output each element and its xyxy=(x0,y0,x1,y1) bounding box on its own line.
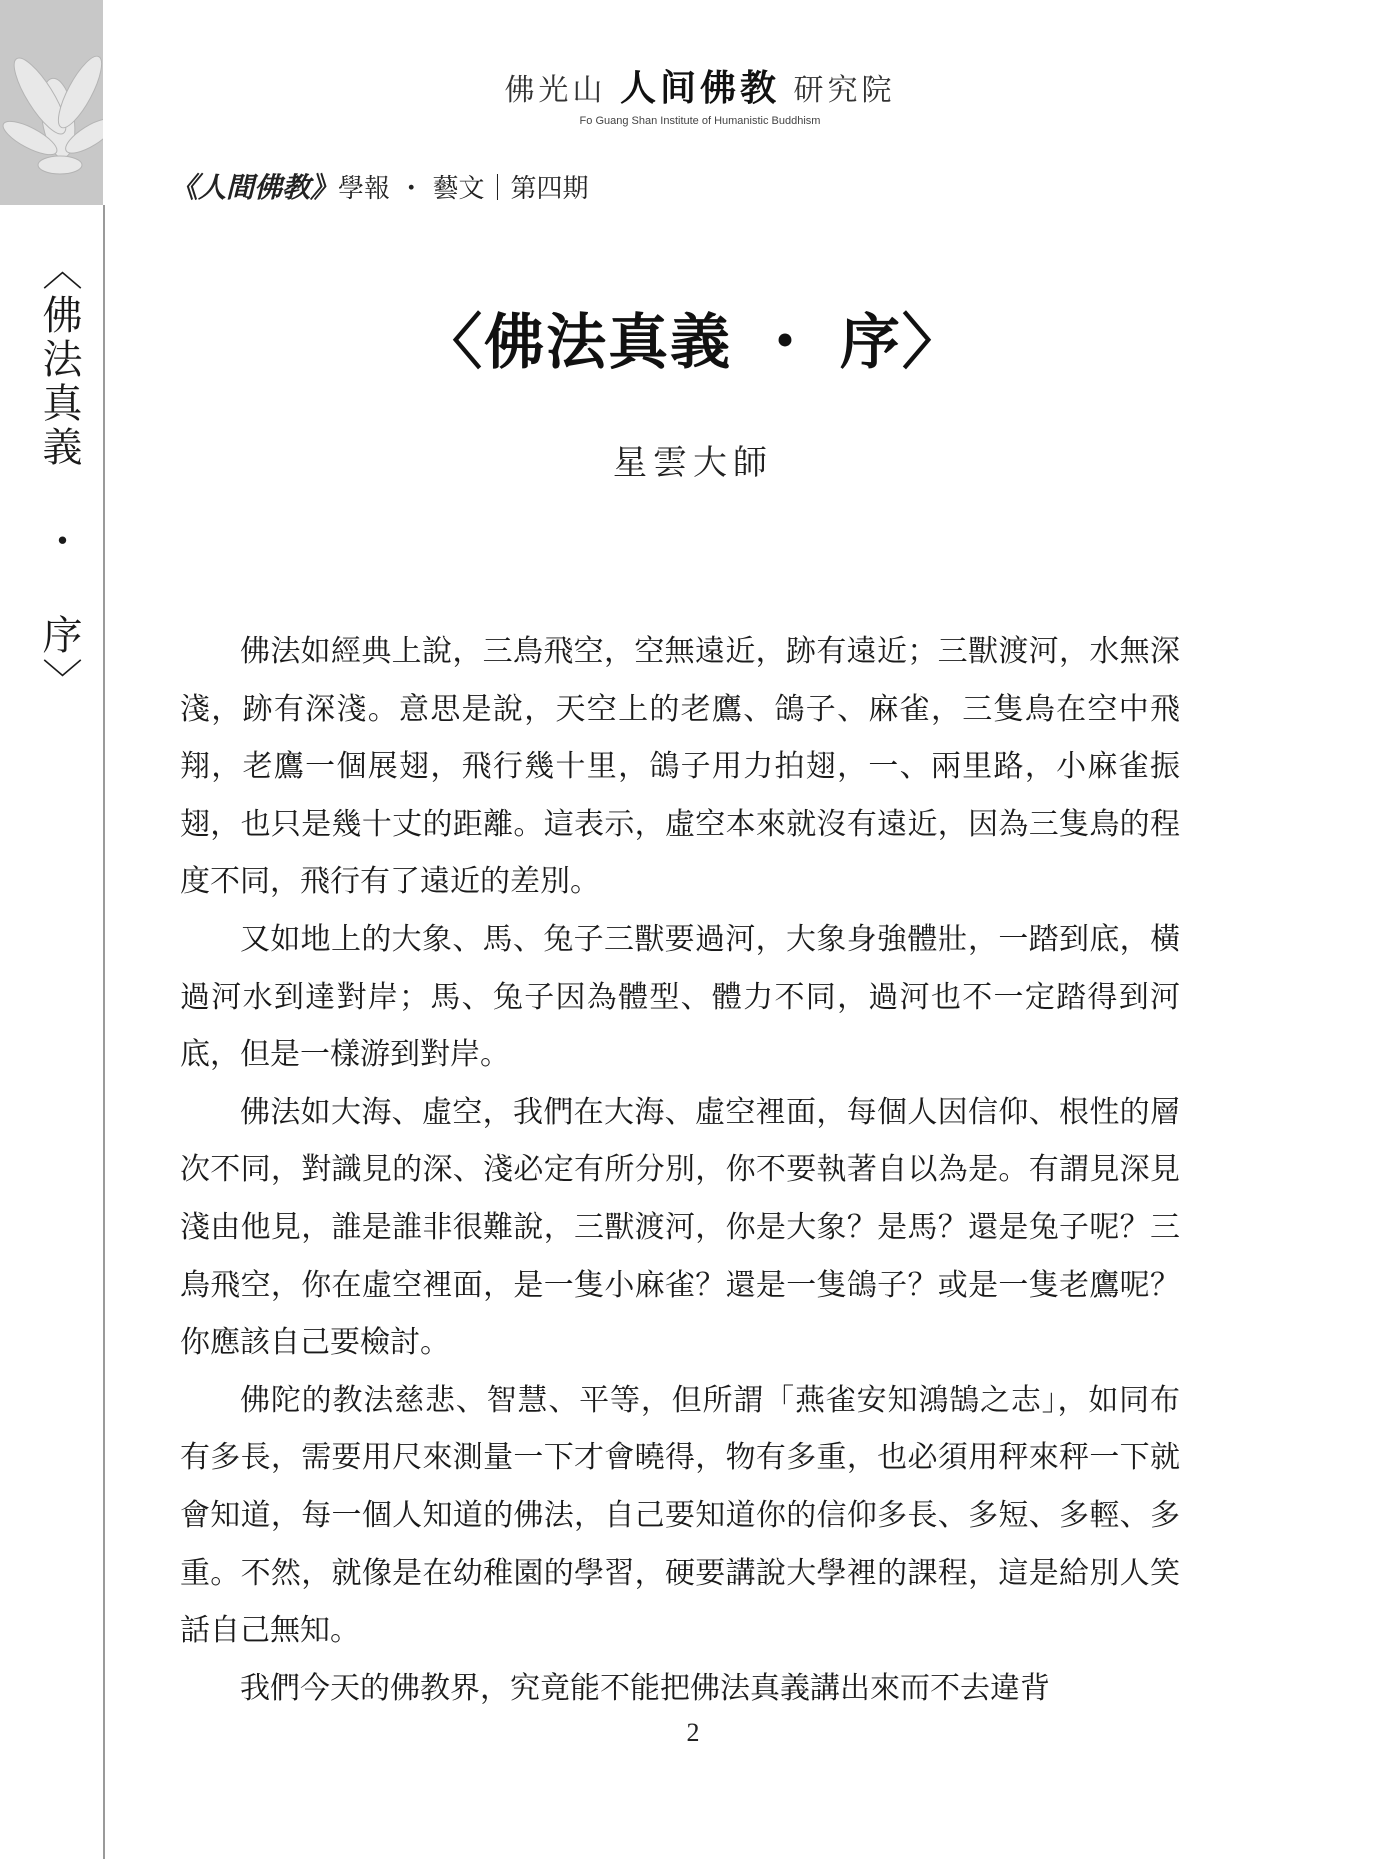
article-author: 星雲大師 xyxy=(613,443,773,483)
corner-band xyxy=(0,0,103,205)
institute-brand: 人间佛教 xyxy=(619,68,780,109)
paragraph: 佛法如經典上說，三鳥飛空，空無遠近，跡有遠近；三獸渡河，水無深淺，跡有深淺。意思是說，天空上的老鷹、鴿子、麻雀，三隻鳥在空中飛翔，老鷹一個展翅，飛行幾十里，鴿子用力拍翅，一、兩里路，小麻雀振翅，也只是幾十丈的距離。這表示，虛空本來就沒有遠近，因為三隻鳥的程度不同，飛行有了遠近的差別。 xyxy=(180,634,1180,900)
institute-header xyxy=(440,60,960,127)
paragraph: 又如地上的大象、馬、兔子三獸要過河，大象身強體壯，一踏到底，橫過河水到達對岸；馬、兔子因為體型、體力不同，過河也不一定踏得到河底，但是一樣游到對岸。 xyxy=(180,921,1180,1073)
institute-english-name: Fo Guang Shan Institute of Humanistic Buddhism xyxy=(579,115,821,127)
side-running-title: 〈佛法真義 ・ 序〉 xyxy=(36,250,82,702)
page-number: 2 xyxy=(686,1718,700,1747)
paragraph: 我們今天的佛教界，究竟能不能把佛法真義講出來而不去違背 xyxy=(240,1670,1050,1706)
journal-section: 學報 ・ 藝文｜第四期 xyxy=(338,174,589,204)
article-body xyxy=(180,623,1180,1717)
article-title: 〈佛法真義 ・ 序〉 xyxy=(422,308,964,378)
institute-prefix: 佛光山 xyxy=(504,73,607,108)
institute-suffix: 研究院 xyxy=(793,73,896,108)
paragraph: 佛法如大海、虛空，我們在大海、虛空裡面，每個人因信仰、根性的層次不同，對識見的深、淺必定有所分別，你不要執著自以為是。有謂見深見淺由他見，誰是誰非很難說，三獸渡河，你是大象？是馬？還是兔子呢？三鳥飛空，你在虛空裡面，是一隻小麻雀？還是一隻鴿子？或是一隻老鷹呢？你應該自己要檢討。 xyxy=(180,1094,1180,1361)
paragraph: 佛陀的教法慈悲、智慧、平等，但所謂「燕雀安知鴻鵠之志」，如同布有多長，需要用尺來測量一下才會曉得，物有多重，也必須用秤來秤一下就會知道，每一個人知道的佛法，自己要知道你的信仰多長、多短、多輕、多重。不然，就像是在幼稚園的學習，硬要講說大學裡的課程，這是給別人笑話自己無知。 xyxy=(180,1382,1180,1649)
lotus-flower-icon xyxy=(0,0,103,205)
journal-header xyxy=(170,166,589,206)
institute-name xyxy=(440,60,960,111)
journal-brand: 《人間佛教》 xyxy=(170,171,339,204)
